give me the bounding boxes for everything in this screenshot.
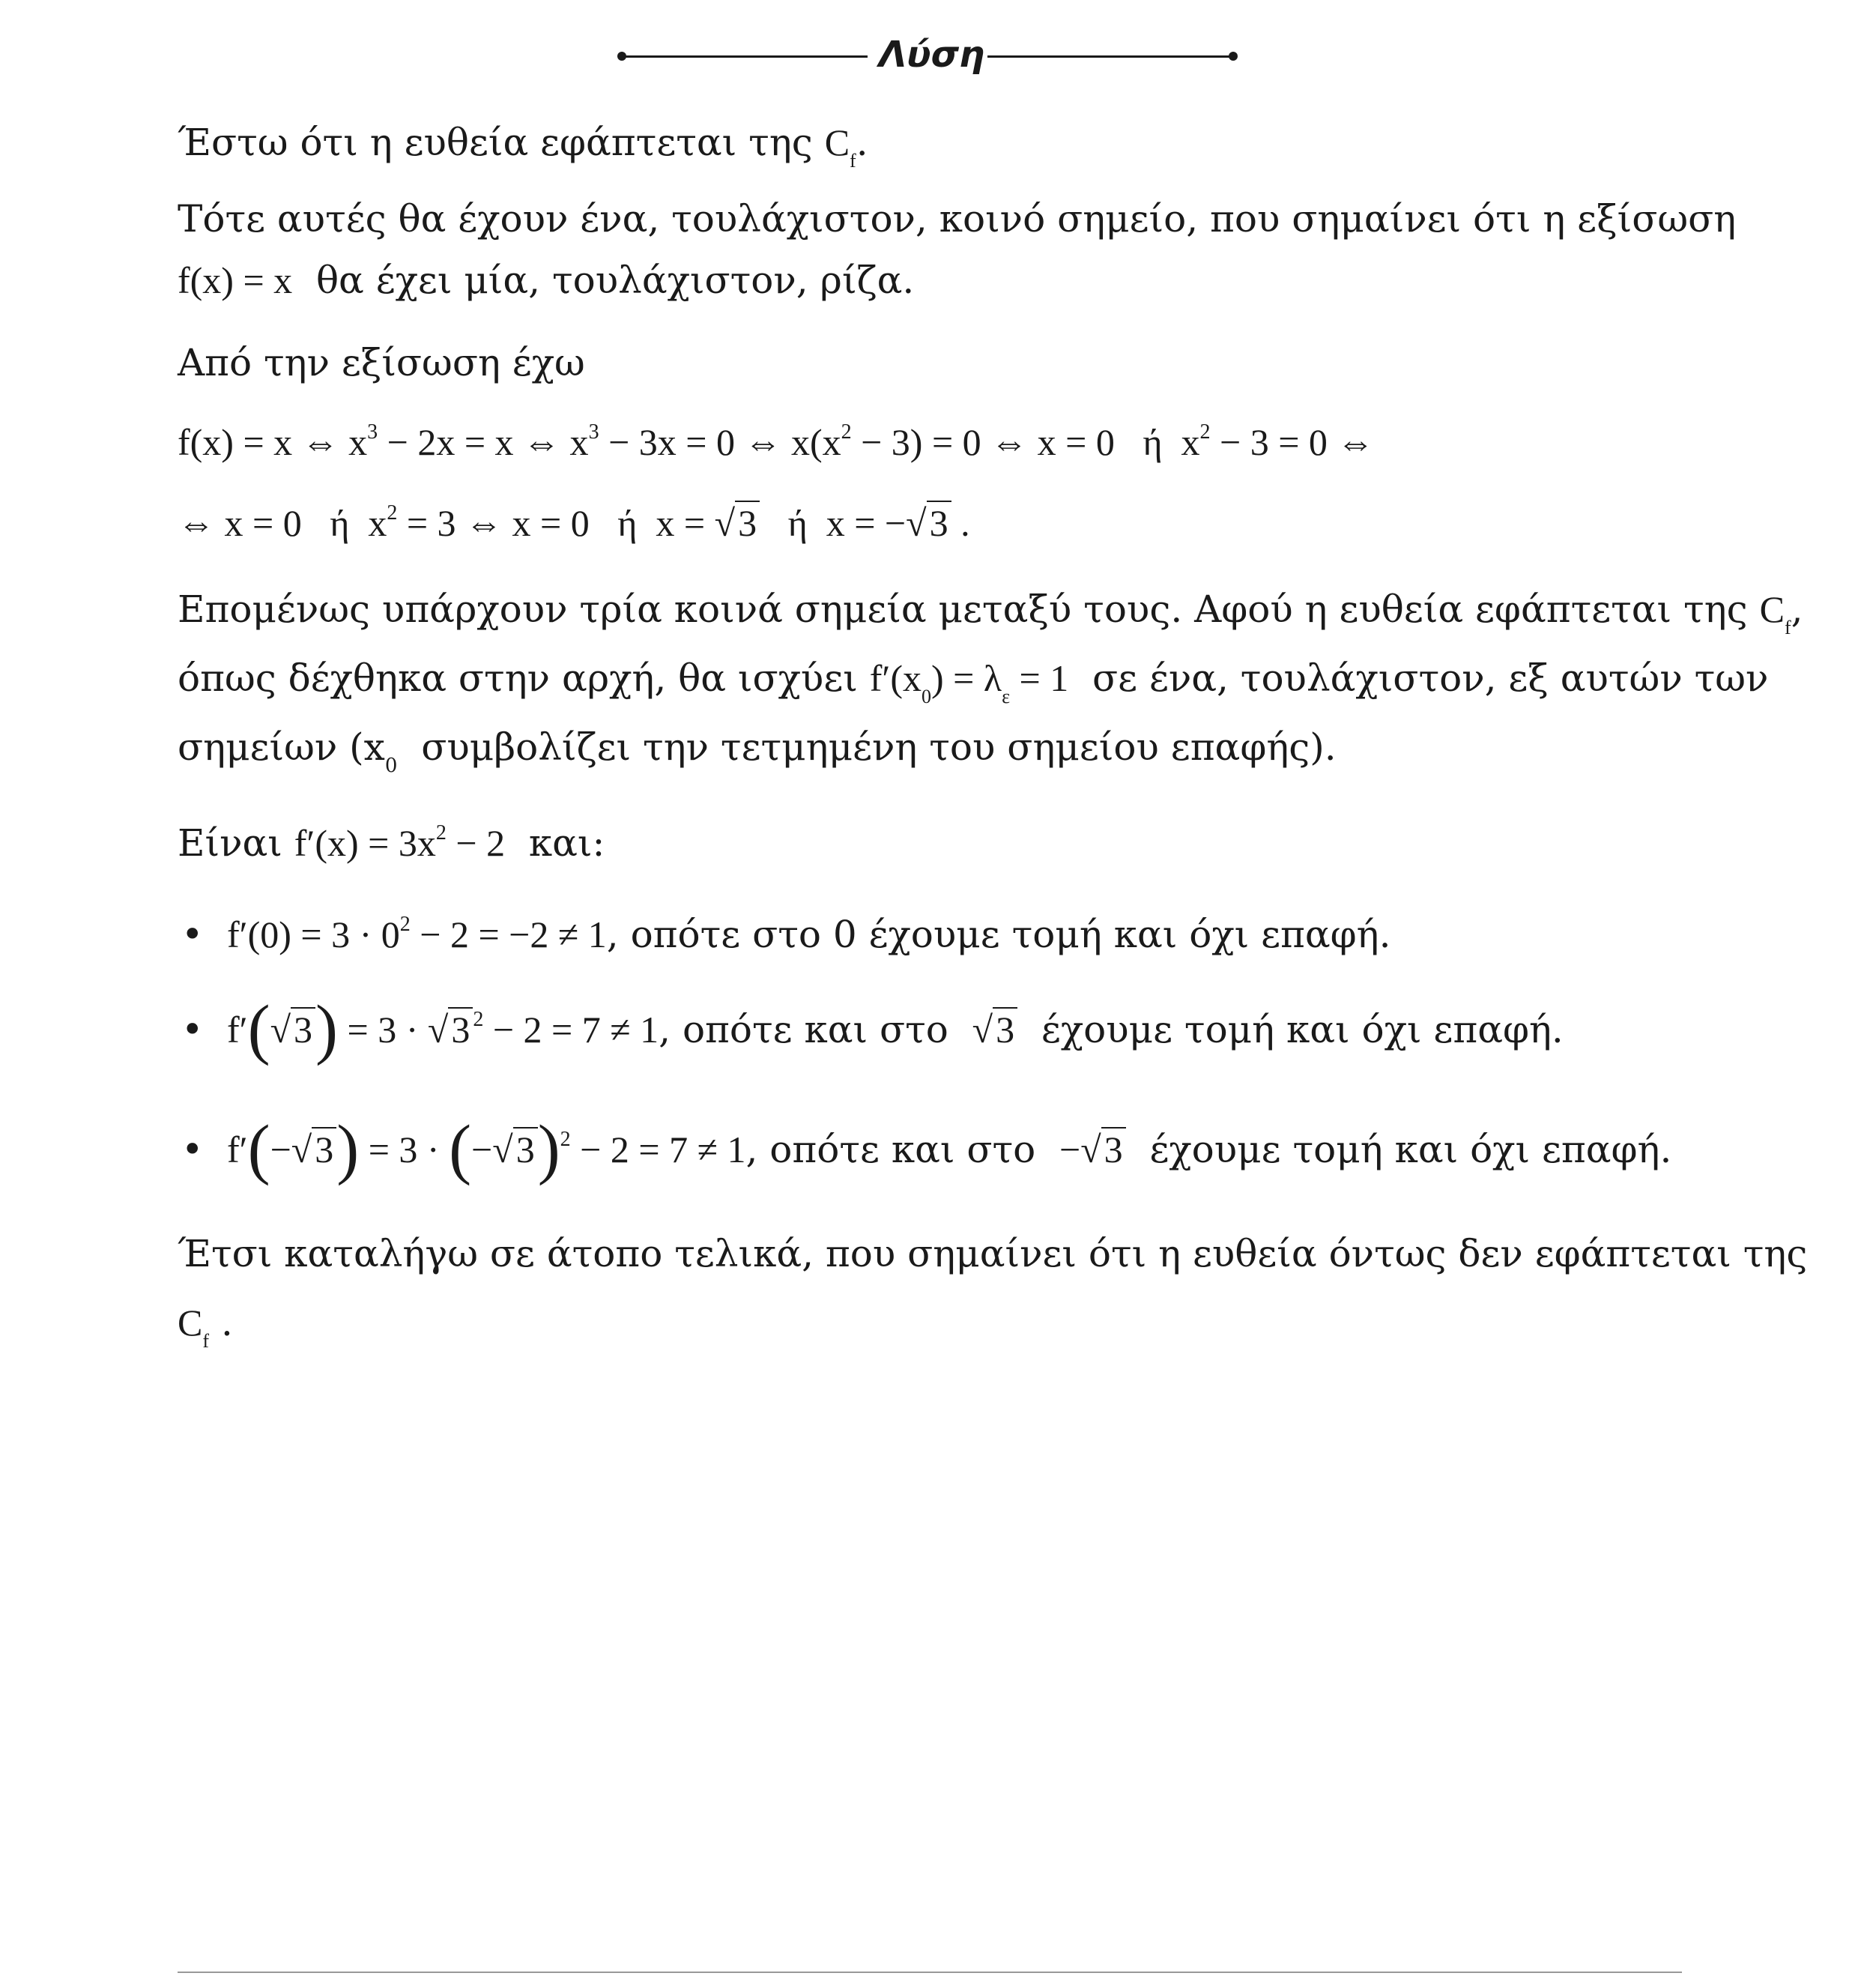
bullet-item-0: $f'(0) = 3 \cdot 0^2 - 2 = -2 \ne 1$, οπότε στο 0 έχουμε τομή και όχι επαφή. bbox=[227, 913, 1391, 956]
curve-symbol: $C_f$ bbox=[824, 121, 856, 172]
bullet-marker: • bbox=[181, 913, 204, 956]
bullet-marker: • bbox=[181, 1008, 204, 1051]
header-dot-right bbox=[1229, 52, 1238, 61]
paragraph-consequence-line2 bbox=[178, 258, 914, 303]
equation-line-2: ⇔ x = 0 ή $x^2 = 3$ ⇔ x = 0 ή x = √3 ή x = −√3 . bbox=[178, 501, 970, 544]
assumption-text: Έστω ότι η ευθεία εφάπτεται της bbox=[178, 121, 813, 164]
paragraph-final-line2: $C_f$ . bbox=[178, 1301, 233, 1352]
bullet-item-1: f′(√3) = 3 · √3 $^2$ − 2 = 7 ≠ 1, οπότε και στο √3 έχουμε τομή και όχι επαφή. bbox=[227, 992, 1564, 1066]
equation-line-1: f(x) = x ⇔ $x^3 - 2x = x$ ⇔ $x^3 - 3x = 0$ ⇔ $x(x^2 - 3) = 0$ ⇔ x = 0 ή $x^2 - 3 = 0$ ⇔ bbox=[178, 420, 1375, 463]
period: . bbox=[856, 121, 868, 164]
paragraph-final-line1: Έτσι καταλήγω σε άτοπο τελικά, που σημαίνει ότι η ευθεία όντως δεν εφάπτεται της bbox=[178, 1232, 1808, 1275]
header-rule-left bbox=[620, 55, 868, 58]
paragraph-consequence-line1: Τότε αυτές θα έχουν ένα, τουλάχιστον, κοινό σημείο, που σημαίνει ότι η εξίσωση bbox=[178, 197, 1737, 241]
bullet-item-2: $f'(-√3) = 3 \cdot (-√3)^2 - 2 = 7 \ne 1$, οπότε και στο −√3 έχουμε τομή και όχι επαφή. bbox=[227, 1112, 1672, 1186]
paragraph-assumption bbox=[178, 120, 868, 172]
paragraph-conclusion-line3: σημείων ($x_0$ συμβολίζει την τετμημένη του σημείου επαφής). bbox=[178, 725, 1337, 777]
paragraph-conclusion-line1: Επομένως υπάρχουν τρία κοινά σημεία μεταξύ τους. Αφού η ευθεία εφάπτεται της $C_f$, bbox=[178, 587, 1803, 638]
paragraph-conclusion-line2: όπως δέχθηκα στην αρχή, θα ισχύει $f'(x_0) = \lambda_\varepsilon = 1$ σε ένα, τουλάχιστον, εξ αυτών των bbox=[178, 656, 1769, 707]
solution-header bbox=[620, 28, 1235, 81]
paragraph-derivative: Είναι $f'(x) = 3x^2 - 2$ και: bbox=[178, 821, 605, 865]
equation-fx-eq-x: f(x) = x bbox=[178, 259, 293, 301]
consequence-text: θα έχει μία, τουλάχιστον, ρίζα. bbox=[315, 259, 915, 302]
paragraph-from-equation: Από την εξίσωση έχω bbox=[178, 341, 585, 384]
footer-rule bbox=[178, 1972, 1682, 1973]
header-rule-right bbox=[987, 55, 1235, 58]
solution-title: Λύση bbox=[879, 34, 985, 76]
bullet-marker: • bbox=[181, 1128, 204, 1171]
